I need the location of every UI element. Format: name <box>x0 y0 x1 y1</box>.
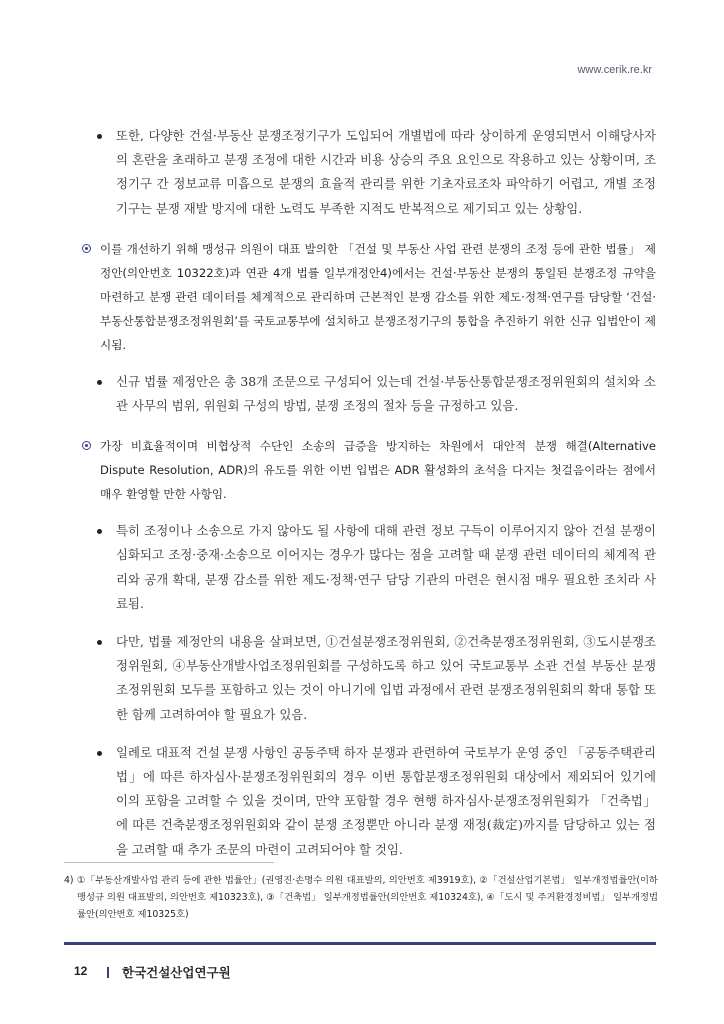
bullet-text: 다만, 법률 제정안의 내용을 살펴보면, ①건설분쟁조정위원회, ②건축분쟁조정위원회, ③도시분쟁조정위원회, ④부동산개발사업조정위원회를 구성하도록 하고 있어 국토교통부 소관 건설 부동산 분쟁조정위원회 모두를 포함하고 있는 것이 아니기에 입법 과정에서 관련 분쟁조정위원회의 확대 통합 또한 함께 고려하여야 할 필요가 있음. <box>116 634 656 722</box>
organization-name: 한국건설산업연구원 <box>122 965 231 980</box>
bullet-paragraph <box>88 630 656 727</box>
footnote <box>64 872 658 923</box>
footnote-divider <box>64 862 274 863</box>
footer-separator <box>107 967 109 978</box>
bullet-dot-icon <box>97 529 102 534</box>
footnote-text: ①「부동산개발사업 관리 등에 관한 법률안」(권영진‧손명수 의원 대표발의, 의안번호 제3919호), ②「건설산업기본법」 일부개정법률안(이하 맹성규 의원 대표발의, 의안번호 제10323호), ③「건축법」 일부개정법률안(의안번호 제10324호), ④「도시 및 주거환경정비법」 일부개정법률안(의안번호 제10325호) <box>77 875 658 920</box>
footnote-number: 4) <box>64 875 74 886</box>
bullet-paragraph <box>88 519 656 616</box>
document-body <box>86 124 656 862</box>
bullet-paragraph <box>88 370 656 418</box>
main-text: 가장 비효율적이며 비협상적 수단인 소송의 급증을 방지하는 차원에서 대안적 분쟁 해결(Alternative Dispute Resolution, ADR)의 유도를 위한 이번 입법은 ADR 활성화의 초석을 다지는 첫걸음이라는 점에서 매우 환영할 만한 사항임. <box>100 439 656 502</box>
bullet-text: 일례로 대표적 건설 분쟁 사항인 공동주택 하자 분쟁과 관련하여 국토부가 운영 중인 「공동주택관리법」에 따른 하자심사·분쟁조정위원회의 경우 이번 통합분쟁조정위원회 대상에서 제외되어 있기에 이의 포함을 고려할 수 있을 것이며, 만약 포함할 경우 현행 하자심사·분쟁조정위원회가 「건축법」에 따른 건축분쟁조정위원회와 같이 분쟁 조정뿐만 아니라 분쟁 재정(裁定)까지를 담당하고 있는 점을 고려할 때 추가 조문의 마련이 고려되어야 할 것임. <box>116 744 656 857</box>
bullet-paragraph <box>88 741 656 862</box>
main-paragraph <box>82 434 656 506</box>
footer-rule <box>64 942 656 945</box>
bullet-dot-icon <box>97 134 102 139</box>
bullet-paragraph <box>88 124 656 221</box>
bullet-text: 또한, 다양한 건설·부동산 분쟁조정기구가 도입되어 개별법에 따라 상이하게 운영되면서 이해당사자의 혼란을 초래하고 분쟁 조정에 대한 시간과 비용 상승의 주요 요인으로 작용하고 있는 상황이며, 조정기구 간 정보교류 미흡으로 분쟁의 효율적 관리를 위한 기초자료조차 파악하기 어렵고, 개별 조정기구는 분쟁 재발 방지에 대한 노력도 부족한 지적도 반복적으로 제기되고 있는 상황임. <box>116 128 656 216</box>
main-text: 이를 개선하기 위해 맹성규 의원이 대표 발의한 「건설 및 부동산 사업 관련 분쟁의 조정 등에 관한 법률」 제정안(의안번호 10322호)과 연관 4개 법률 일부개정안4)에서는 건설·부동산 분쟁의 통일된 분쟁조정 규약을 마련하고 분쟁 관련 데이터를 체계적으로 관리하며 근본적인 분쟁 감소를 위한 제도·정책·연구를 담당할 ‘건설·부동산통합분쟁조정위원회’를 국토교통부에 설치하고 분쟁조정기구의 통합을 추진하기 위한 신규 입법안이 제시됨. <box>100 241 656 352</box>
site-url: www.cerik.re.kr <box>577 64 652 76</box>
circle-bullet-icon <box>82 441 91 450</box>
bullet-text: 특히 조정이나 소송으로 가지 않아도 될 사항에 대해 관련 정보 구득이 이루어지지 않아 건설 분쟁이 심화되고 조정·중재·소송으로 이어지는 경우가 많다는 점을 고려할 때 분쟁 관련 데이터의 체계적 관리와 공개 확대, 분쟁 감소를 위한 제도·정책·연구 담당 기관의 마련은 현시점 매우 필요한 조치라 사료됨. <box>116 523 656 611</box>
main-paragraph <box>82 237 656 357</box>
bullet-text: 신규 법률 제정안은 총 38개 조문으로 구성되어 있는데 건설·부동산통합분쟁조정위원회의 설치와 소관 사무의 범위, 위원회 구성의 방법, 분쟁 조정의 절차 등을 규정하고 있음. <box>116 373 656 414</box>
bullet-dot-icon <box>97 380 102 385</box>
circle-bullet-icon <box>82 244 91 253</box>
page-number: 12 <box>74 964 88 978</box>
bullet-dot-icon <box>97 751 102 756</box>
bullet-dot-icon <box>97 640 102 645</box>
